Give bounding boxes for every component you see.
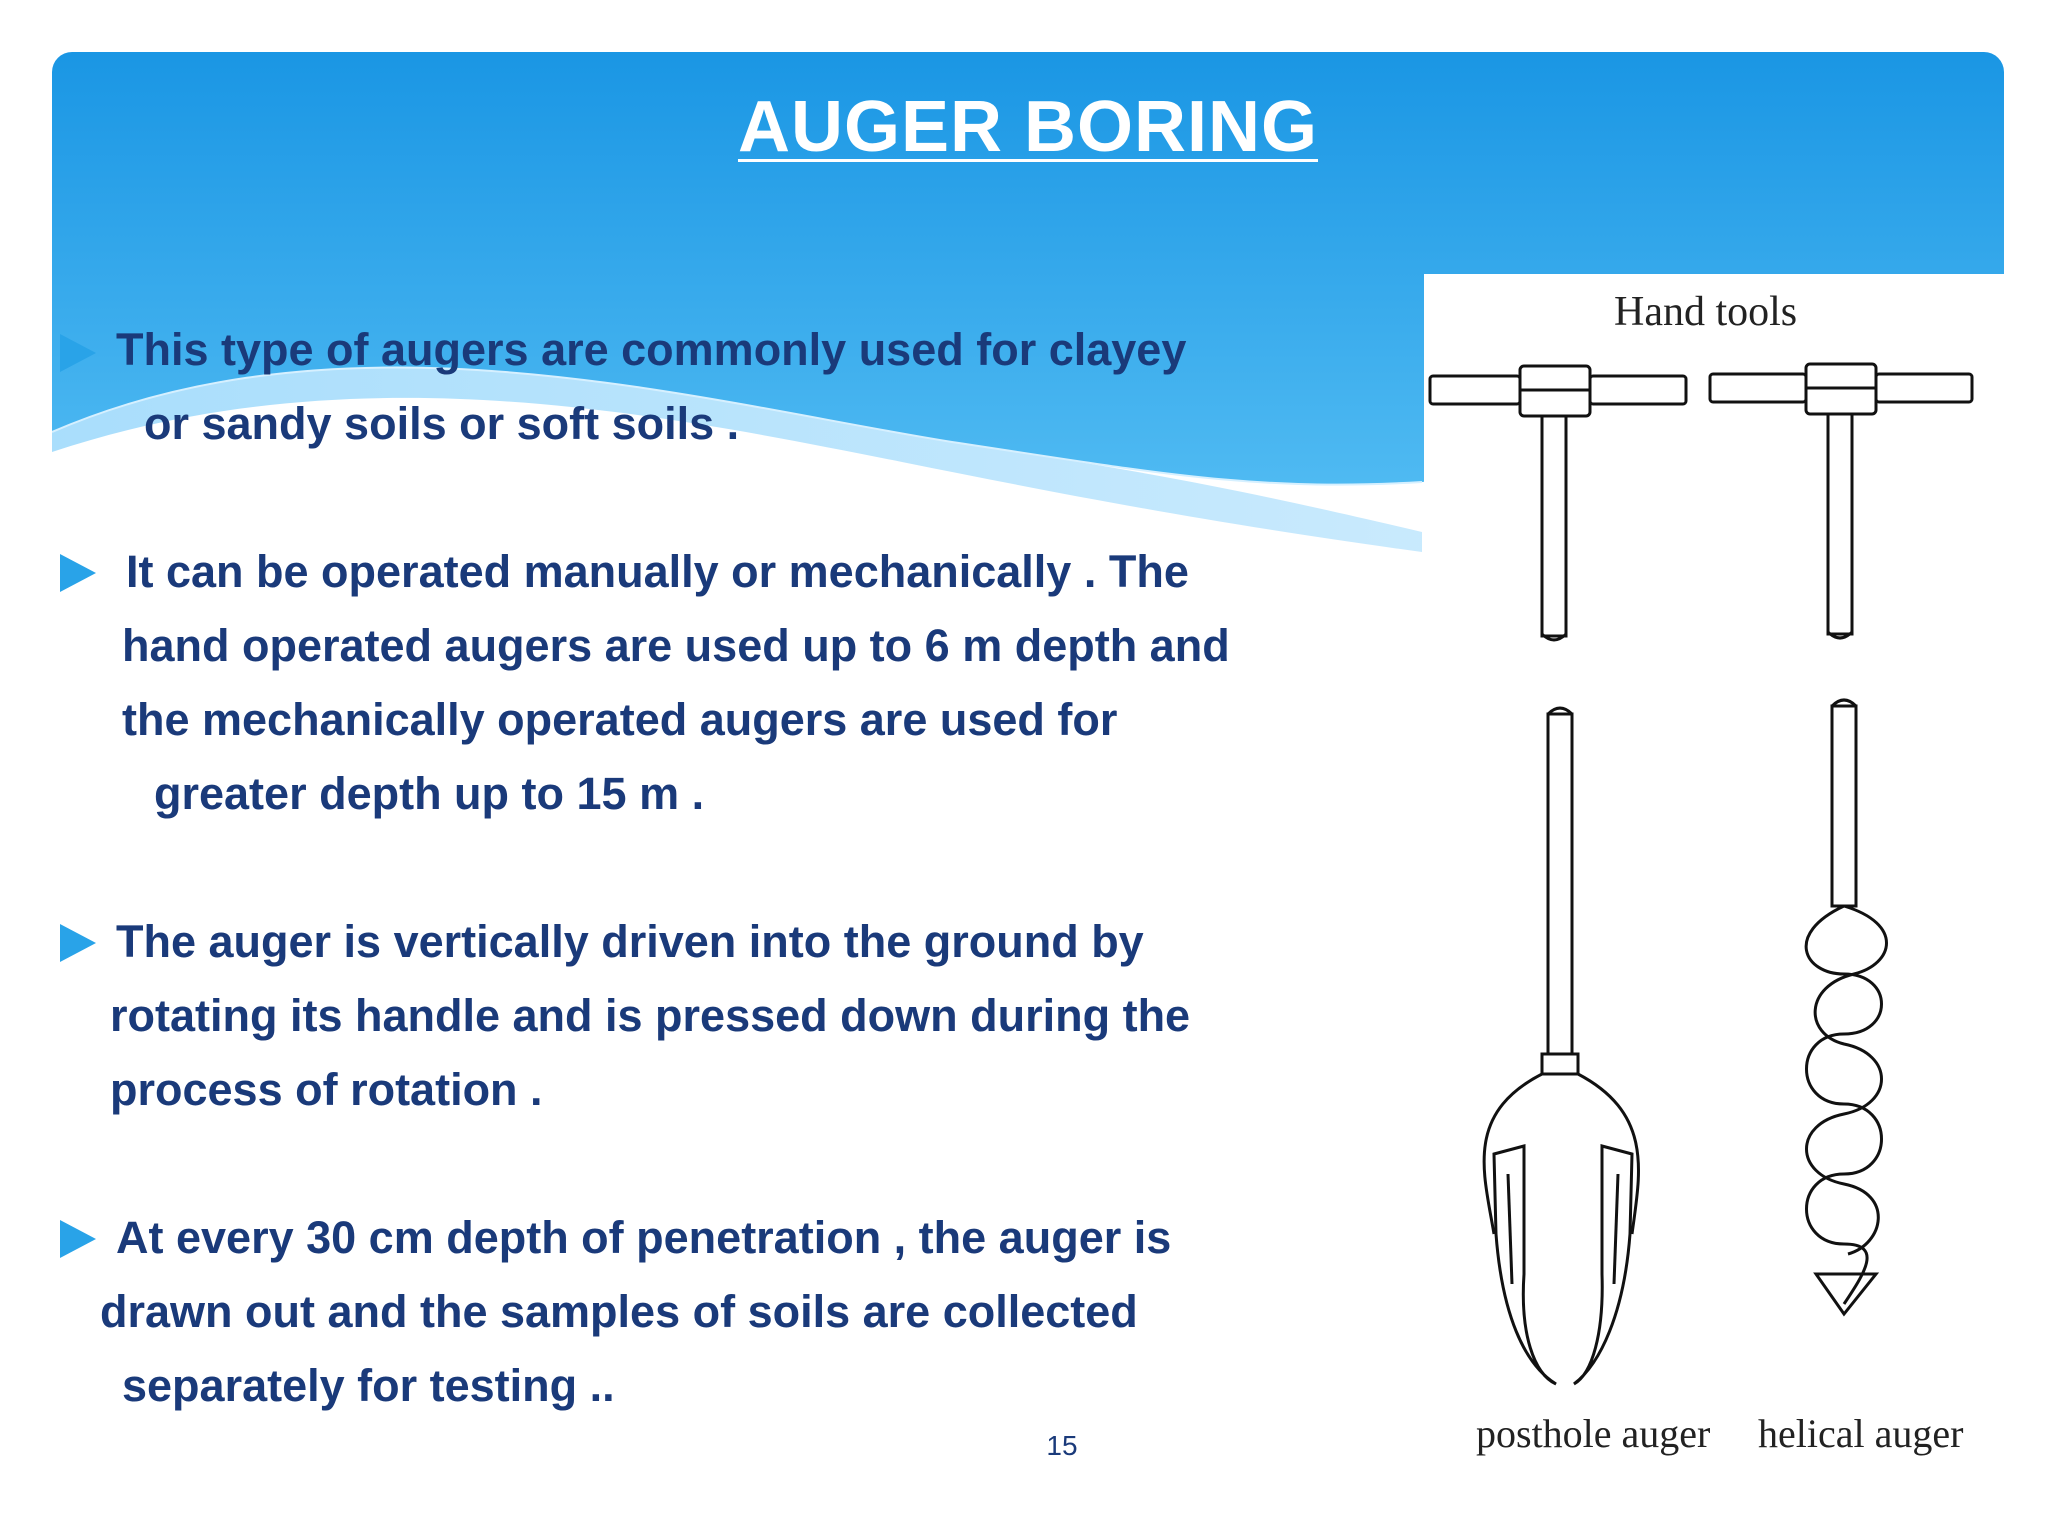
helical-auger-icon — [1806, 700, 1886, 1314]
bullet-line: process of rotation . — [110, 1064, 543, 1115]
auger-drawing — [1424, 274, 2006, 1484]
bullet-line: This type of augers are commonly used for clayey — [116, 324, 1187, 375]
bullet-line: hand operated augers are used up to 6 m depth and — [122, 620, 1230, 671]
bullet-line: The auger is vertically driven into the ground by — [116, 916, 1144, 967]
bullet-line: It can be operated manually or mechanically . The — [126, 546, 1189, 597]
bullet-arrow-icon — [60, 1220, 96, 1258]
helical-auger-label: helical auger — [1758, 1411, 1964, 1456]
bullet-line: rotating its handle and is pressed down during the — [110, 990, 1191, 1041]
posthole-auger-label: posthole auger — [1476, 1411, 1711, 1456]
posthole-handle-icon — [1430, 366, 1686, 640]
hand-tools-figure — [1424, 274, 2006, 1484]
figure-heading: Hand tools — [1614, 289, 1798, 335]
slide-title: AUGER BORING — [737, 87, 1319, 167]
bullet-arrow-icon — [60, 924, 96, 962]
bullet-line: separately for testing .. — [122, 1360, 615, 1411]
bullet-arrow-icon — [60, 554, 96, 592]
bullet-line: drawn out and the samples of soils are collected — [100, 1286, 1138, 1337]
bullet-list — [52, 52, 1432, 1536]
page-number: 15 — [1046, 1430, 1078, 1461]
bullet-arrow-icon — [60, 334, 96, 372]
bullet-line: the mechanically operated augers are used for — [122, 694, 1118, 745]
posthole-auger-icon — [1484, 708, 1638, 1384]
bullet-line: At every 30 cm depth of penetration , the auger is — [116, 1212, 1172, 1263]
helical-handle-icon — [1710, 364, 1972, 638]
bullet-line: greater depth up to 15 m . — [154, 768, 705, 819]
bullet-line: or sandy soils or soft soils . — [144, 398, 740, 449]
